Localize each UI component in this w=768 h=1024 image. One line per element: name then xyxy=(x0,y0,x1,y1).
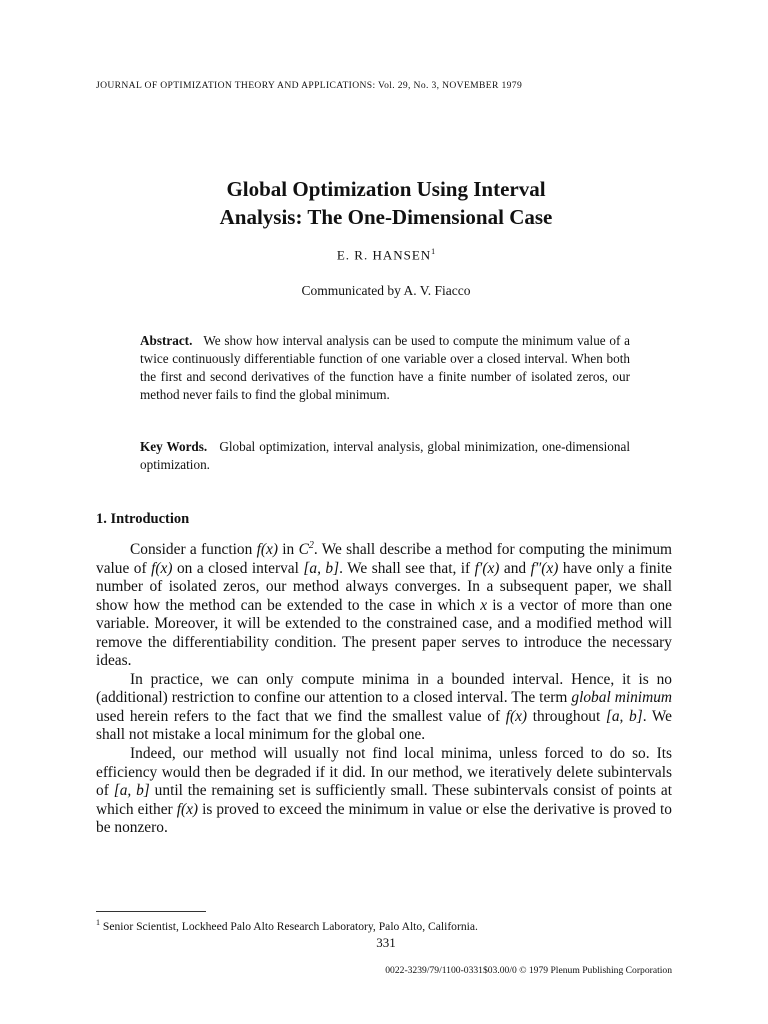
communicated-by: Communicated by A. V. Fiacco xyxy=(301,283,471,298)
section-heading: 1. Introduction xyxy=(96,511,190,527)
math-fx: f(x) xyxy=(176,800,199,818)
text-run: . We shall not mistake a local minimum for the global one. xyxy=(96,707,672,744)
running-head: JOURNAL OF OPTIMIZATION THEORY AND APPLICATIONS: Vol. 29, No. 3, NOVEMBER 1979 xyxy=(96,80,523,91)
math-c: C xyxy=(298,541,309,558)
key-words-label: Key Words. xyxy=(140,439,208,454)
term-global-minimum: global minimum xyxy=(571,689,672,707)
author-footnote-mark: 1 xyxy=(431,247,436,256)
footnote-mark: 1 xyxy=(96,918,100,927)
text-run: have only a finite number of isolated zeros, our method always converges. In a subsequent paper, we shall show how the method can be extended to the case in which xyxy=(96,559,673,614)
text-run: Indeed, our method will usually not find local minima, unless forced to do so. Its efficiency would then be degraded if it did. In our method, we iteratively delete subintervals of xyxy=(96,745,672,800)
title-line-2: Analysis: The One-Dimensional Case xyxy=(219,205,553,229)
text-run: throughout xyxy=(532,707,601,725)
footnote xyxy=(96,918,676,933)
math-f-double-prime: f″(x) xyxy=(530,559,559,577)
paragraph-3 xyxy=(96,745,672,838)
math-fx: f(x) xyxy=(256,541,278,558)
publisher-imprint: 0022-3239/79/1100-0331$03.00/0 © 1979 Plenum Publishing Corporation xyxy=(385,965,672,976)
abstract-text: We show how interval analysis can be used to compute the minimum value of a twice continuously differentiable function of one variable over a closed interval. When both the first and second derivatives of the function have a finite number of isolated zeros, our method never fails to find the global minimum. xyxy=(140,333,630,402)
text-run: until the remaining set is sufficiently small. These subintervals consist of points at which either xyxy=(96,782,672,818)
abstract-label: Abstract. xyxy=(140,333,193,348)
text-run: In practice, we can only compute minima in a bounded interval. Hence, it is no (additional) restriction to confine our attention to a closed interval. The term xyxy=(96,670,672,707)
article-title xyxy=(96,175,676,231)
paragraph-2 xyxy=(96,671,672,745)
page-number: 331 xyxy=(376,935,396,950)
abstract xyxy=(140,332,630,404)
math-fx: f(x) xyxy=(151,559,173,577)
key-words-text: Global optimization, interval analysis, global minimization, one-dimensional optimization. xyxy=(140,439,630,472)
text-run: is proved to exceed the minimum in value or else the derivative is proved to be nonzero. xyxy=(96,800,672,837)
math-interval: [a, b] xyxy=(113,782,150,800)
math-fx: f(x) xyxy=(505,707,528,725)
text-run: used herein refers to the fact that we find the smallest value of xyxy=(96,707,501,725)
math-interval: [a, b] xyxy=(605,707,643,725)
text-run: . We shall see that, if xyxy=(339,559,471,577)
text-run: . We shall describe a method for computing the minimum value of xyxy=(96,541,672,577)
text-run: is a vector of more than one variable. Moreover, it will be extended to the constrained case, and a modified method will remove the differentiability condition. The present paper serves to introduce the necessary ideas. xyxy=(96,596,672,670)
math-c2 xyxy=(299,541,314,558)
math-interval: [a, b] xyxy=(303,559,340,577)
key-words xyxy=(140,438,630,474)
text-run: and xyxy=(503,559,527,577)
title-line-1: Global Optimization Using Interval xyxy=(226,177,546,201)
footnote-divider xyxy=(96,911,206,912)
text-run: on a closed interval xyxy=(176,559,299,577)
body-text xyxy=(96,541,672,838)
paragraph-1 xyxy=(96,541,672,671)
author-name: E. R. HANSEN xyxy=(336,247,432,263)
text-run: Consider a function xyxy=(130,541,253,558)
text-run: in xyxy=(282,541,295,558)
math-f-prime: f′(x) xyxy=(474,559,500,577)
math-c-exponent: 2 xyxy=(308,539,314,551)
footnote-text: Senior Scientist, Lockheed Palo Alto Research Laboratory, Palo Alto, California. xyxy=(102,919,478,933)
math-x: x xyxy=(480,596,488,614)
author-line xyxy=(96,247,676,263)
